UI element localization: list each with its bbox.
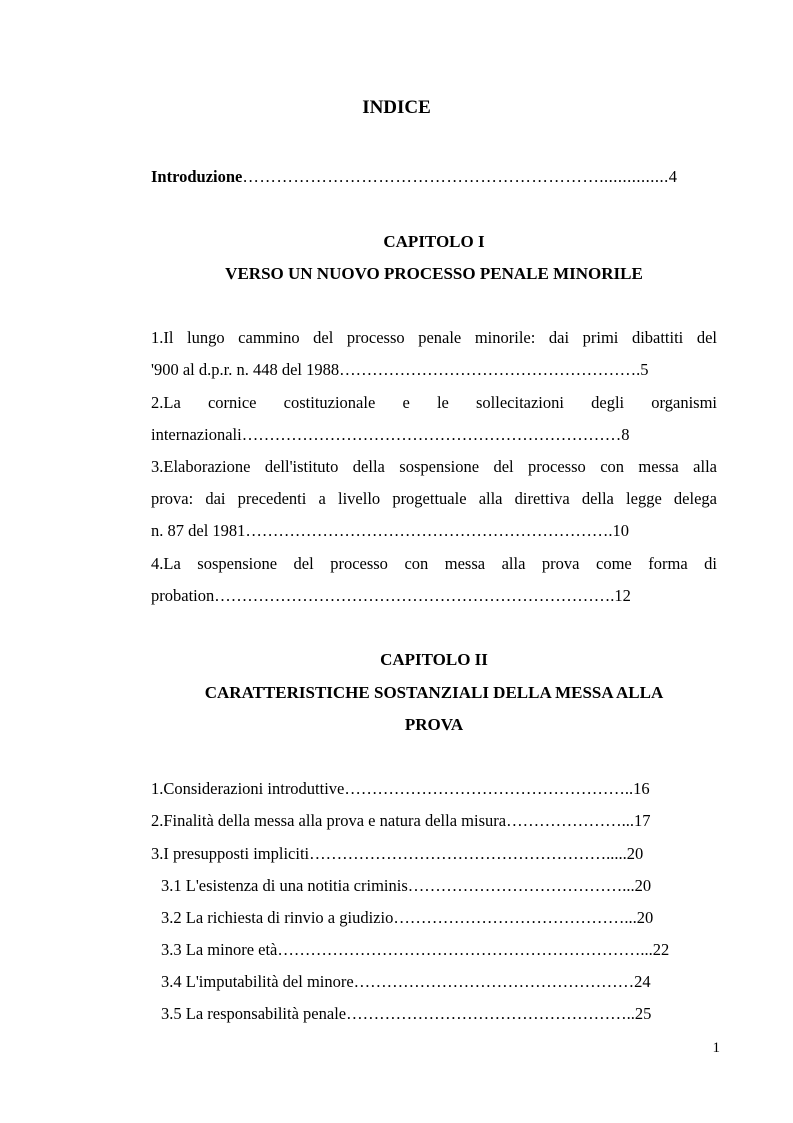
toc-line: 3.Elaborazione dell'istituto della sospensione del processo con messa alla [151, 457, 717, 476]
toc-subline: 3.4 L'imputabilità del minore……………………………………………24 [161, 972, 651, 991]
toc-line: n. 87 del 1981………………………………………………………….10 [151, 521, 630, 540]
toc-line: internazionali……………………………………………………………8 [151, 425, 630, 444]
introduction-dots: ………………………………………………………............... [242, 167, 669, 186]
toc-line: '900 al d.p.r. n. 448 del 1988……………………………………………….5 [151, 360, 649, 379]
toc-line: 4.La sospensione del processo con messa alla prova come forma di [151, 554, 717, 573]
chapter-2-heading: CAPITOLO II [380, 650, 488, 669]
page-number: 1 [712, 1040, 720, 1056]
introduction-page: 4 [668, 167, 678, 186]
toc-subline: 3.1 L'esistenza di una notitia criminis…………………………………...20 [161, 876, 652, 895]
toc-line: 1.Il lungo cammino del processo penale minorile: dai primi dibattiti del [151, 328, 717, 347]
page-title: INDICE [362, 97, 431, 118]
chapter-1-subtitle: VERSO UN NUOVO PROCESSO PENALE MINORILE [225, 264, 643, 283]
toc-line: 2.Finalità della messa alla prova e natura della misura…………………...17 [151, 811, 651, 830]
toc-line: 1.Considerazioni introduttive……………………………………………..16 [151, 779, 650, 798]
toc-line: 3.I presupposti impliciti……………………………………………….....20 [151, 844, 644, 863]
toc-subline: 3.2 La richiesta di rinvio a giudizio……………………………………...20 [161, 908, 654, 927]
toc-line: prova: dai precedenti a livello progettuale alla direttiva della legge delega [151, 489, 717, 508]
introduction-label: Introduzione [151, 167, 243, 186]
toc-entry-introduction [151, 161, 717, 193]
toc-subline: 3.5 La responsabilità penale……………………………………………..25 [161, 1004, 652, 1023]
chapter-2-subtitle-line1: CARATTERISTICHE SOSTANZIALI DELLA MESSA ALLA [204, 683, 664, 702]
toc-line: 2.La cornice costituzionale e le sollecitazioni degli organismi [151, 393, 717, 412]
toc-subline: 3.3 La minore età…………………………………………………………...22 [161, 940, 670, 959]
chapter-2-subtitle-line2: PROVA [404, 715, 464, 734]
toc-line: probation……………………………………………………………….12 [151, 586, 631, 605]
chapter-1-heading: CAPITOLO I [383, 232, 485, 251]
